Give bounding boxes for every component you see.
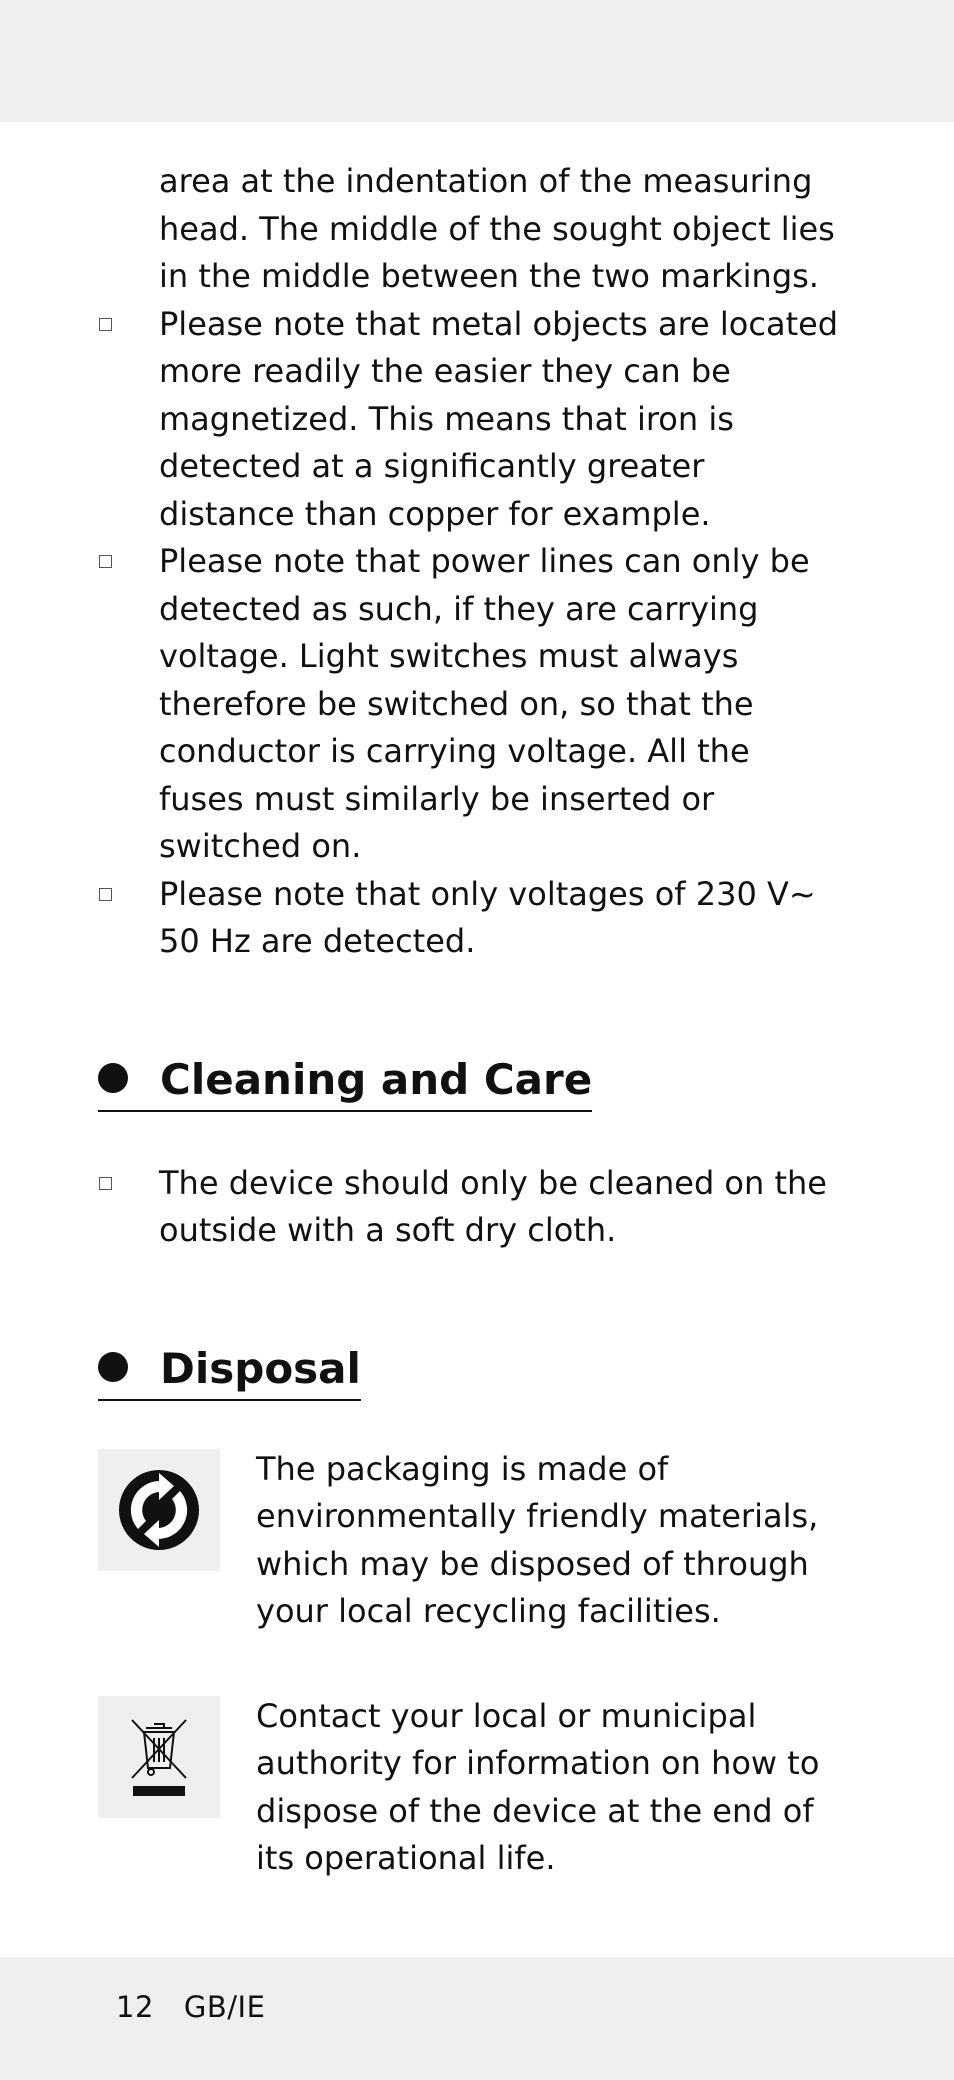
bullet-dot-icon: [98, 1352, 128, 1382]
checkbox-bullet-icon: [99, 555, 112, 568]
crossed-out-wheelie-bin-icon: [98, 1696, 220, 1818]
bullet-dot-icon: [98, 1063, 128, 1093]
page-number: 12: [116, 1990, 154, 2024]
page-footer: [116, 1990, 265, 2024]
disposal-item-packaging: The packaging is made of environmentally friendly materials, which may be disposed of through your local recycling facilities.: [98, 1449, 954, 1636]
bullet-item: The device should only be cleaned on the outside with a soft dry cloth.: [159, 1160, 839, 1255]
bullet-item: Please note that metal objects are located more readily the easier they can be magnetized. This means that iron is detected at a significantly greater distance than copper for example.: [159, 301, 839, 539]
region-code: GB/IE: [183, 1990, 266, 2024]
bullet-item: Please note that only voltages of 230 V~ 50 Hz are detected.: [159, 871, 839, 966]
checkbox-bullet-icon: [99, 318, 112, 331]
green-dot-recycling-icon: [98, 1449, 220, 1571]
section-heading-disposal: Disposal: [98, 1341, 361, 1401]
section-heading-cleaning: Cleaning and Care: [98, 1052, 592, 1112]
bullet-item: Please note that power lines can only be detected as such, if they are carrying voltage. Light switches must always therefore be switched on, so that the conductor is carrying voltage. All the fuses must similarly be inserted or switched on.: [159, 538, 839, 871]
header-band: [0, 0, 954, 122]
paragraph-continued: area at the indentation of the measuring head. The middle of the sought object lies in the middle between the two markings.: [159, 162, 835, 295]
checkbox-bullet-icon: [99, 1177, 112, 1190]
checkbox-bullet-icon: [99, 888, 112, 901]
disposal-item-device: Contact your local or municipal authority for information on how to dispose of the device at the end of its operational life.: [98, 1696, 954, 1883]
page-content: [0, 158, 954, 1883]
